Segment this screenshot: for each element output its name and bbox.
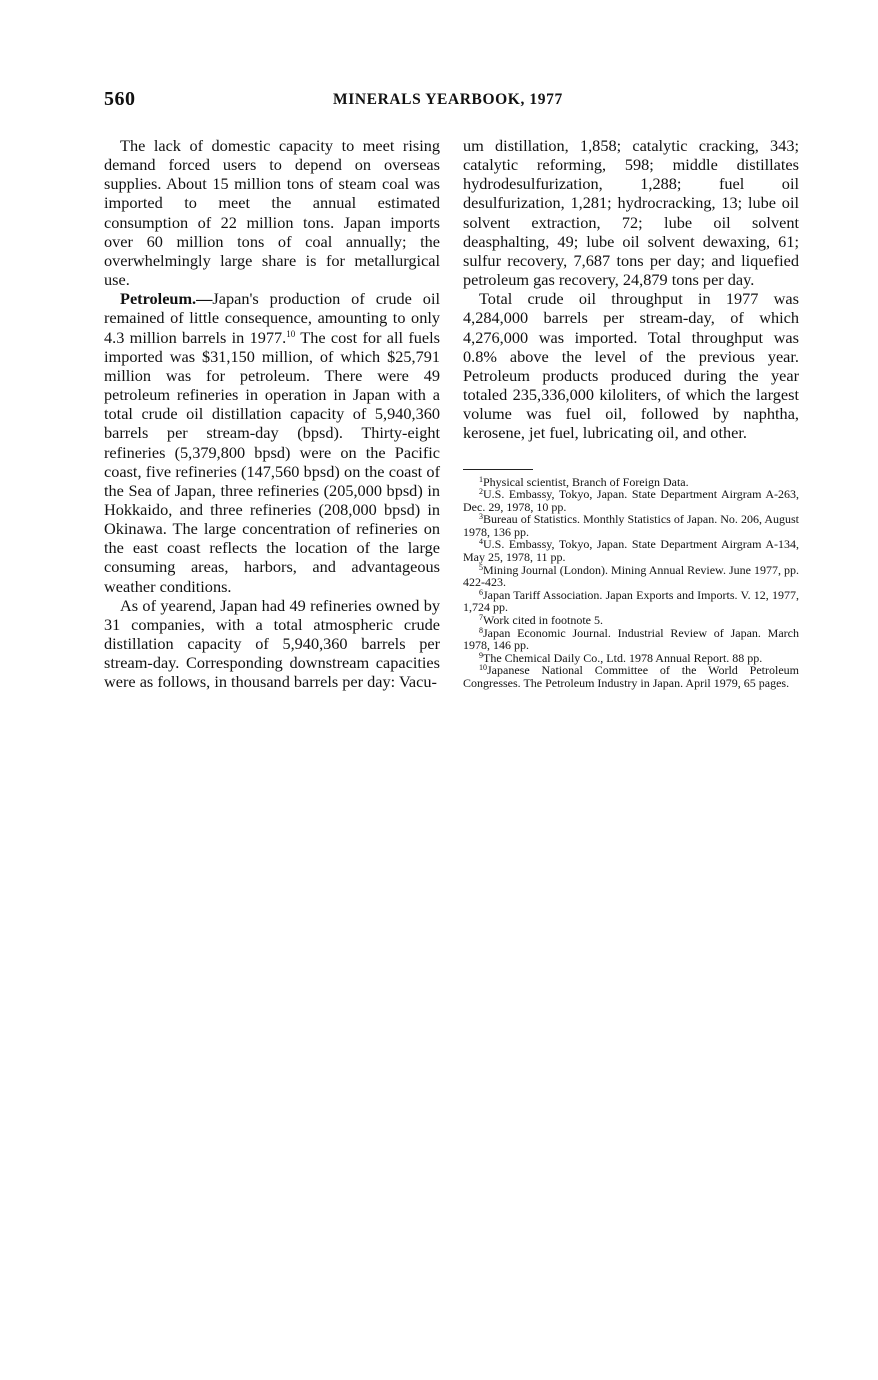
footnote <box>463 589 799 614</box>
footnote-text: Physical scientist, Branch of Foreign Data. <box>483 474 689 489</box>
footnote-text: U.S. Embassy, Tokyo, Japan. State Department Airgram A-263, Dec. 29, 1978, 10 pp. <box>463 487 799 514</box>
footnote-text: Japan Economic Journal. Industrial Review of Japan. March 1978, 146 pp. <box>463 625 799 653</box>
footnotes <box>463 476 799 690</box>
petroleum-run-in-head: Petroleum.— <box>120 289 213 309</box>
paragraph-petroleum <box>104 289 440 596</box>
footnote-text: Japan Tariff Association. Japan Exports and Imports. V. 12, 1977, 1,724 pp. <box>463 587 799 615</box>
paragraph-downstream-capacities: um distillation, 1,858; catalytic cracking, 343; catalytic reforming, 598; middle distillates hydrodesulfurization, 1,288; fuel oil desulfurization, 1,281; hydrocracking, 13; lube oil solvent extraction, 72; lube oil solvent deasphalting, 49; lube oil solvent dewaxing, 61; sulfur recovery, 7,687 tons per day; and liquefied petroleum gas recovery, 24,879 tons per day. <box>463 136 799 290</box>
footnote-number: 6 <box>479 587 483 597</box>
footnote-number: 10 <box>479 663 487 673</box>
paragraph-refineries: As of yearend, Japan had 49 refineries owned by 31 companies, with a total atmospheric crude distillation capacity of 5,940,360 barrels per stream-day. Corresponding downstream capacities were as follows, in thousand barrels per day: Vacu- <box>104 595 440 692</box>
footnote-number: 8 <box>479 625 483 635</box>
footnote-text: The Chemical Daily Co., Ltd. 1978 Annual Report. 88 pp. <box>483 650 763 665</box>
left-column <box>104 136 440 692</box>
footnote-number: 7 <box>479 613 483 623</box>
footnote-text: Bureau of Statistics. Monthly Statistics of Japan. No. 206, August 1978, 136 pp. <box>463 512 799 539</box>
footnote <box>463 564 799 589</box>
footnote <box>463 664 799 689</box>
petroleum-text-start: Japan's production of crude oil remained of little consequence, amounting to only 4.3 million barrels in 1977. <box>104 289 440 347</box>
footnote-number: 2 <box>479 487 483 497</box>
footnote <box>463 627 799 652</box>
footnote-number: 3 <box>479 512 483 522</box>
footnote-text: U.S. Embassy, Tokyo, Japan. State Department Airgram A-134, May 25, 1978, 11 pp. <box>463 537 799 565</box>
footnote <box>463 513 799 538</box>
footnote <box>463 488 799 513</box>
footnote-number: 4 <box>479 537 483 547</box>
paragraph-coal-imports: The lack of domestic capacity to meet rising demand forced users to depend on overseas supplies. About 15 million tons of steam coal was imported to meet the annual estimated consumption of 22 million tons. Japan imports over 60 million tons of coal annually; the overwhelmingly large share is for metallurgical use. <box>104 136 440 290</box>
footnote-text: Work cited in footnote 5. <box>483 613 604 628</box>
footnote-text: Japanese National Committee of the World Petroleum Congresses. The Petroleum Industry in Japan. April 1979, 65 pages. <box>463 663 799 690</box>
footnote-number: 5 <box>479 562 483 572</box>
footnote <box>463 538 799 563</box>
footnote-text: Mining Journal (London). Mining Annual Review. June 1977, pp. 422-423. <box>463 562 799 590</box>
running-head: MINERALS YEARBOOK, 1977 <box>333 91 563 108</box>
page-number: 560 <box>104 88 136 110</box>
right-column <box>463 136 799 690</box>
footnote-reference-10: 10 <box>286 328 296 339</box>
paragraph-throughput: Total crude oil throughput in 1977 was 4,284,000 barrels per stream-day, of which 4,276,000 was imported. Total throughput was 0.8% above the level of the previous year. Petroleum products produced during the year totaled 235,336,000 kiloliters, of which the largest volume was fuel oil, followed by naphtha, kerosene, jet fuel, lubricating oil, and other. <box>463 289 799 443</box>
petroleum-text-end: The cost for all fuels imported was $31,150 million, of which $25,791 million was for petroleum. There were 49 petroleum refineries in operation in Japan with a total crude oil distillation capacity of 5,940,360 barrels per stream-day (bpsd). Thirty-eight refineries (5,379,800 bpsd) were on the Pacific coast, five refineries (147,560 bpsd) on the coast of the Sea of Japan, three refineries (205,000 bpsd) in Hokkaido, and three refineries (208,000 bpsd) in Okinawa. The large concentration of refineries on the east coast reflects the location of the large consuming areas, harbors, and advantageous weather conditions. <box>104 327 441 596</box>
footnote-number: 9 <box>479 650 483 660</box>
footnote-number: 1 <box>479 474 483 484</box>
footnote-divider <box>463 469 533 470</box>
